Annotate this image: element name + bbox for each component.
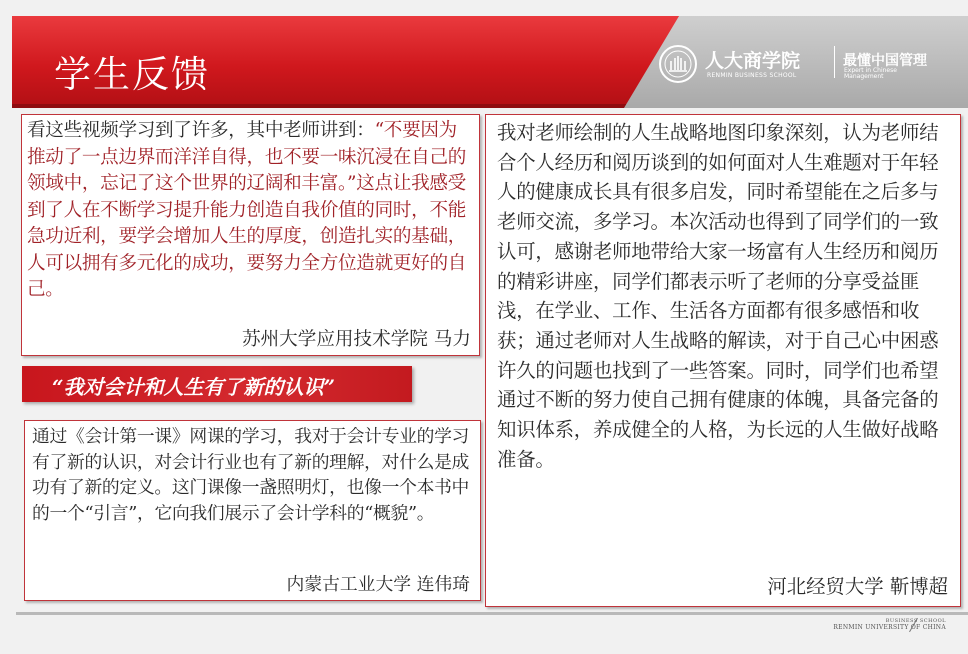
footer-divider bbox=[16, 612, 968, 615]
school-name-cn: 人大商学院 bbox=[705, 50, 801, 72]
feedback-box-hebei bbox=[485, 114, 961, 607]
feedback-signature: 苏州大学应用技术学院 马力 bbox=[241, 329, 471, 350]
feedback-intro: 看这些视频学习到了许多，其中老师讲到： bbox=[27, 120, 375, 141]
header-banner bbox=[12, 16, 968, 108]
feedback-text: 通过《会计第一课》网课的学习，我对于会计专业的学习有了新的认识，对会计行业也有了新的理解，对什么是成功有了新的定义。这门课像一盏照明灯，也像一个本书中的一个“引言”，它向我们展示了会计学科的“概貌”。 bbox=[32, 426, 470, 524]
page-title: 学生反馈 bbox=[54, 53, 210, 96]
slogan-cn: 最懂中国管理 bbox=[843, 53, 927, 69]
feedback-signature: 内蒙古工业大学 连伟琦 bbox=[286, 574, 470, 595]
slogan-en: Expert in Chinese Management bbox=[844, 67, 897, 80]
feedback-text bbox=[27, 118, 475, 304]
footer-brand-line2: RENMIN UNIVERSITY OF CHINA bbox=[833, 624, 946, 631]
feedback-quote: “不要因为推动了一点边界而洋洋自得，也不要一味沉浸在自己的领域中，忘记了这个世界的辽阔和丰富。”这点让我感受到了人在不断学习提升能力创造自我价值的同时，不能急功近利，要学会增加人生的厚度，创造扎实的基础，人可以拥有多元化的成功，要努力全方位造就更好的自己。 bbox=[27, 120, 467, 300]
feedback-box-suzhou bbox=[21, 114, 480, 356]
feedback-box-inner-mongolia bbox=[24, 420, 481, 601]
logo-divider bbox=[834, 46, 835, 78]
quote-banner-text: “我对会计和人生有了新的认识” bbox=[52, 375, 336, 399]
school-emblem-icon bbox=[658, 44, 698, 84]
feedback-signature: 河北经贸大学 靳博超 bbox=[767, 575, 948, 598]
footer-brand bbox=[833, 618, 946, 631]
feedback-text: 我对老师绘制的人生战略地图印象深刻，认为老师结合个人经历和阅历谈到的如何面对人生难题对于年轻人的健康成长具有很多启发，同时希望能在之后多与老师交流，多学习。本次活动也得到了同学们的一致认可，感谢老师地带给大家一场富有人生经历和阅历的精彩讲座，同学们都表示听了老师的分享受益匪浅，在学业、工作、生活各方面都有很多感悟和收获；通过老师对人生战略的解读，对于自己心中困惑许久的问题也找到了一些答案。同时，同学们也希望通过不断的努力使自己拥有健康的体魄，具备完备的知识体系，养成健全的人格，为长远的人生做好战略准备。 bbox=[497, 121, 939, 471]
footer-brand-line1: BUSINESS SCHOOL bbox=[885, 618, 946, 624]
school-name-en: RENMIN BUSINESS SCHOOL bbox=[707, 72, 797, 79]
quote-banner bbox=[22, 366, 412, 402]
